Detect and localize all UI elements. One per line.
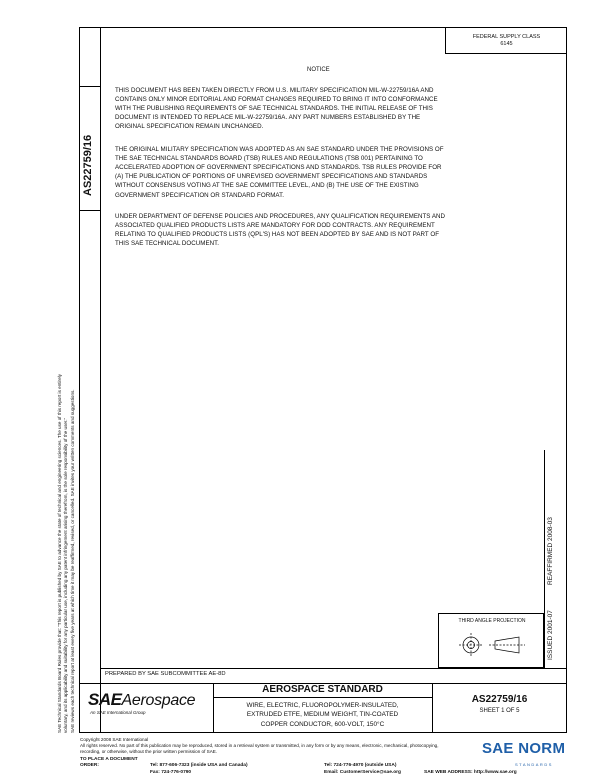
prepared-by: PREPARED BY SAE SUBCOMMITTEE AE-8D <box>105 671 226 677</box>
copyright-line: Copyright 2008 SAE International <box>80 737 149 742</box>
issued-date: ISSUED 2001-07 <box>547 610 554 660</box>
supply-class-number: 6145 <box>500 41 513 48</box>
text-line: RELATING TO QUALIFIED PRODUCTS LISTS (QPL'S) HAS NOT BEEN ADOPTED BY SAE AND IS NOT PART OF <box>115 231 440 239</box>
watermark-subtext: STANDARDS <box>515 762 553 767</box>
rights-line: recording, or otherwise, without the prior written permission of SAE. <box>80 748 218 754</box>
reaffirmed-date: REAFFIRMED 2008-03 <box>547 517 554 585</box>
sheet-number: SHEET 1 OF 5 <box>479 708 520 714</box>
sae-aerospace-logo <box>88 690 195 715</box>
text-line: WITH THE PUBLISHING REQUIREMENTS OF SAE TECHNICAL STANDARDS. THE INITIAL RELEASE OF THIS <box>115 105 433 113</box>
projection-label: THIRD ANGLE PROJECTION <box>458 618 526 624</box>
notice-paragraph-1 <box>115 86 545 132</box>
text-line: THIS SAE TECHNICAL DOCUMENT. <box>115 240 219 248</box>
text-line: CONTAINS ONLY MINOR EDITORIAL AND FORMAT CHANGES REQUIRED TO BRING IT INTO CONFORMANCE <box>115 96 438 104</box>
notice-paragraph-2 <box>115 145 545 200</box>
watermark-text: SAE NORM <box>482 740 566 757</box>
text-line: UNDER DEPARTMENT OF DEFENSE POLICIES AND PROCEDURES, ANY QUALIFICATION REQUIREMENTS AND <box>115 213 446 220</box>
document-number: AS22759/16 <box>471 694 528 705</box>
fax-number: Fax: 724-776-0790 <box>150 769 192 775</box>
projection-symbol-icon <box>439 630 545 666</box>
text-line: GOVERNMENT SPECIFICATION OR STANDARD FORMAT. <box>115 191 284 199</box>
text-line: ACCELERATED ADOPTION OF GOVERNMENT SPECIFICATIONS AND STANDARDS. TSB RULES PROVIDE FOR <box>115 164 442 172</box>
phone-inside-usa: Tel: 877-606-7323 (inside USA and Canada) <box>150 763 248 769</box>
standard-category: AEROSPACE STANDARD <box>262 684 383 695</box>
standard-description <box>213 701 432 729</box>
side-note-line-1: SAE Technical Standards Board Rules provide that: "This report is published by SAE to advance the state of technical and engineering sciences. The use of this report is entirely <box>57 374 62 733</box>
logo-aerospace-text: Aerospace <box>121 692 196 709</box>
text-line: WITHOUT CONSENSUS VOTING AT THE SAE COMMITTEE LEVEL, AND (B) THE USE OF THE EXISTING <box>115 182 419 190</box>
side-note-line-3: SAE reviews each technical report at least every five years at which time it may be reaffirmed, revised, or cancelled. SAE invites your written comments and suggestions. <box>70 389 75 733</box>
text-line: ORIGINAL SPECIFICATION REMAIN UNCHANGED. <box>115 123 264 131</box>
text-line: THIS DOCUMENT HAS BEEN TAKEN DIRECTLY FROM U.S. MILITARY SPECIFICATION MIL-W-22759/16A AND <box>115 87 434 94</box>
description-line: EXTRUDED ETFE, MEDIUM WEIGHT, TIN-COATED <box>246 711 399 719</box>
order-label: TO PLACE A DOCUMENT ORDER: <box>80 757 138 769</box>
supply-class-label: FEDERAL SUPPLY CLASS <box>472 34 541 40</box>
phone-outside-usa: Tel: 724-776-4970 (outside USA) <box>324 763 397 769</box>
side-doc-number: AS22759/16 <box>82 134 94 196</box>
watermark <box>482 740 566 767</box>
side-note-line-2: voluntary, and its applicability and suitability for any particular use, including any patent infringement arising therefrom, is the sole responsibility of the user." <box>63 417 68 733</box>
text-line: DOCUMENT IS INTENDED TO REPLACE MIL-W-22759/16A. ANY PART NUMBERS ESTABLISHED BY THE <box>115 114 421 122</box>
title-block-divider <box>213 697 432 698</box>
logo-subtitle: An SAE International Group <box>90 710 146 715</box>
federal-supply-class-box <box>445 27 567 54</box>
text-line: (A) THE PUBLICATION OF PORTIONS OF UNREVISED GOVERNMENT SPECIFICATIONS AND STANDARDS <box>115 173 428 181</box>
third-angle-projection-box <box>438 613 544 668</box>
notice-paragraph-3 <box>115 212 545 248</box>
order-contact <box>80 757 517 776</box>
web-address-link[interactable]: SAE WEB ADDRESS: http://www.sae.org <box>424 769 517 775</box>
rights-line: All rights reserved. No part of this publication may be reproduced, stored in a retrieval system or transmitted, in any form or by any means, electronic, mechanical, photocopying, <box>80 742 439 748</box>
copyright-notice <box>80 737 550 755</box>
text-line: ASSOCIATED QUALIFIED PRODUCTS LISTS ARE MANDATORY FOR DOD CONTRACTS. ANY REQUIREMENT <box>115 222 435 230</box>
email-link[interactable]: Email: CustomerService@sae.org <box>324 769 401 775</box>
text-line: THE ORIGINAL MILITARY SPECIFICATION WAS ADOPTED AS AN SAE STANDARD UNDER THE PROVISIONS OF <box>115 146 444 153</box>
prepared-divider <box>101 668 567 669</box>
text-line: THE SAE TECHNICAL STANDARDS BOARD (TSB) RULES AND REGULATIONS (TSB 001) PERTAINING TO <box>115 155 423 163</box>
logo-sae-text: SAE <box>88 690 122 709</box>
notice-title: NOTICE <box>307 67 330 73</box>
description-line: COPPER CONDUCTOR, 600-VOLT, 150°C <box>260 720 385 728</box>
description-line: WIRE, ELECTRIC, FLUOROPOLYMER-INSULATED, <box>246 702 399 709</box>
